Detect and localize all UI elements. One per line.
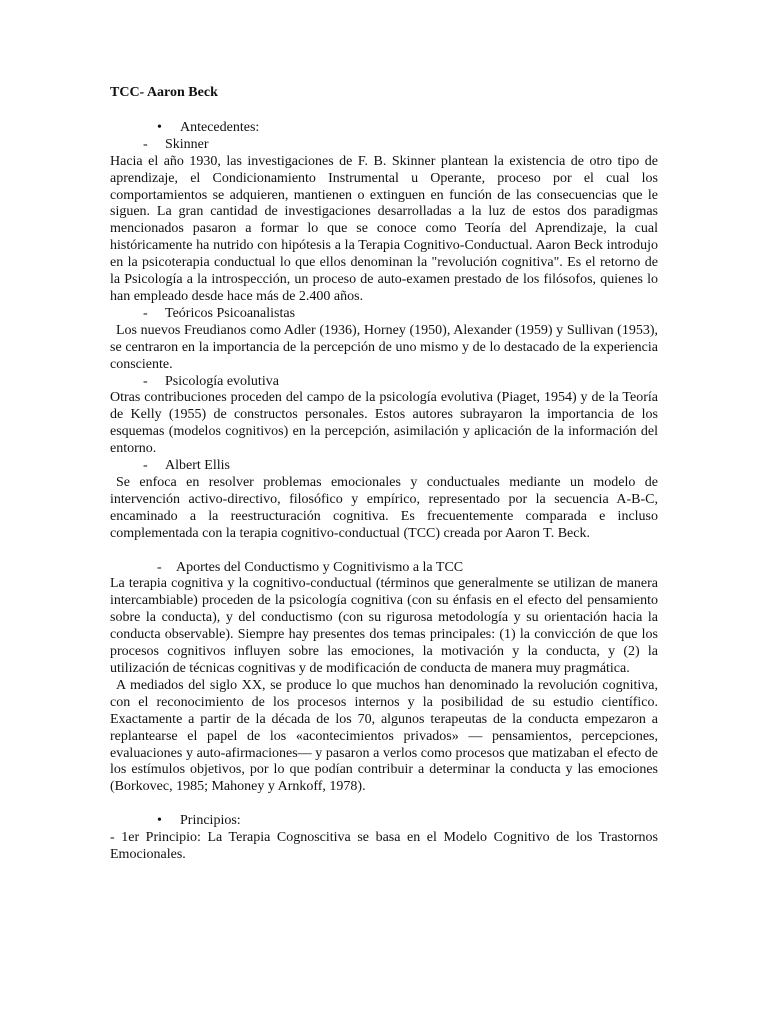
subheading-label: Skinner — [165, 136, 209, 152]
subheading-label: Albert Ellis — [165, 458, 230, 474]
subheading-evolutiva — [110, 374, 658, 391]
paragraph-ellis: Se enfoca en resolver problemas emocionales y conductuales mediante un modelo de intervención activo-directivo, filosófico y empírico, representado por la secuencia A-B-C, encaminado a la reestructuración cognitiva. Es frecuentemente comparada e incluso complementada con la terapia cognitivo-conductual (TCC) creada por Aaron T. Beck. — [110, 474, 658, 541]
bullet-label: Principios: — [180, 813, 241, 829]
subheading-ellis — [110, 458, 658, 475]
spacer — [110, 796, 658, 813]
paragraph-psicoanalistas: Los nuevos Freudianos como Adler (1936), Horney (1950), Alexander (1959) y Sullivan (1953), se centraron en la importancia de la percepción de uno mismo y de lo destacado de la experiencia consciente. — [110, 322, 658, 372]
dash-icon: - — [157, 559, 162, 575]
bullet-icon: • — [157, 119, 162, 135]
subheading-label: Aportes del Conductismo y Cognitivismo a la TCC — [176, 559, 464, 575]
spacer — [110, 543, 658, 560]
bullet-principios — [110, 813, 658, 830]
paragraph-aportes-1: La terapia cognitiva y la cognitivo-conductual (términos que generalmente se utilizan de manera intercambiable) proceden de la psicología cognitiva (con su énfasis en el efecto del pensamiento sobre la conducta), y del conductismo (con su rigurosa metodología y su orientación hacia la conducta observable). Siempre hay presentes dos temas principales: (1) la convicción de que los procesos cognitivos influyen sobre las emociones, la motivación y la conducta, y (2) la utilización de técnicas cognitivas y de modificación de conducta de manera muy pragmática. — [110, 576, 658, 676]
bullet-antecedentes — [110, 120, 658, 137]
subheading-label: Psicología evolutiva — [165, 373, 279, 389]
dash-icon: - — [143, 136, 148, 152]
paragraph-principio-1: - 1er Principio: La Terapia Cognoscitiva se basa en el Modelo Cognitivo de los Trastornos Emocionales. — [110, 830, 658, 863]
paragraph-skinner: Hacia el año 1930, las investigaciones de F. B. Skinner plantean la existencia de otro tipo de aprendizaje, el Condicionamiento Instrumental u Operante, proceso por el cual los comportamientos se adquieren, mantienen o extinguen en función de las consecuencias que le siguen. La gran cantidad de investigaciones desarrolladas a la luz de estos dos paradigmas mencionados pasaron a formar lo que se conoce como Teoría del Aprendizaje, la cual históricamente ha nutrido con hipótesis a la Terapia Cognitivo-Conductual. Aaron Beck introdujo en la psicoterapia conductual lo que ellos denominan la "revolución cognitiva". Es el retorno de la Psicología a la introspección, un proceso de auto-examen prestado de los filósofos, quienes lo han empleado desde hace más de 2.400 años. — [110, 153, 658, 304]
subheading-psicoanalistas — [110, 306, 658, 323]
dash-icon: - — [143, 373, 148, 389]
dash-icon: - — [143, 458, 148, 474]
paragraph-aportes-2: A mediados del siglo XX, se produce lo que muchos han denominado la revolución cognitiva, con el reconocimiento de los procesos internos y la posibilidad de su estudio científico. Exactamente a partir de la década de los 70, algunos terapeutas de la conducta empezaron a replantearse el papel de los «acontecimientos privados» — pensamientos, percepciones, evaluaciones y auto-afirmaciones— y pasaron a verlos como procesos que matizaban el efecto de los estímulos objetivos, por lo que podían contribuir a determinar la conducta y las emociones (Borkovec, 1985; Mahoney y Arnkoff, 1978). — [110, 677, 658, 795]
subheading-label: Teóricos Psicoanalistas — [165, 305, 296, 321]
bullet-icon: • — [157, 813, 162, 829]
subheading-aportes — [110, 560, 658, 577]
paragraph-evolutiva: Otras contribuciones proceden del campo de la psicología evolutiva (Piaget, 1954) y de la Teoría de Kelly (1955) de constructos personales. Estos autores subrayaron la importancia de los esquemas (modelos cognitivos) en la percepción, asimilación y aplicación de la información del entorno. — [110, 390, 658, 457]
bullet-label: Antecedentes: — [180, 119, 260, 135]
document-title: TCC- Aaron Beck — [110, 85, 218, 100]
document-body — [110, 85, 658, 864]
dash-icon: - — [143, 305, 148, 321]
subheading-skinner — [110, 137, 658, 154]
